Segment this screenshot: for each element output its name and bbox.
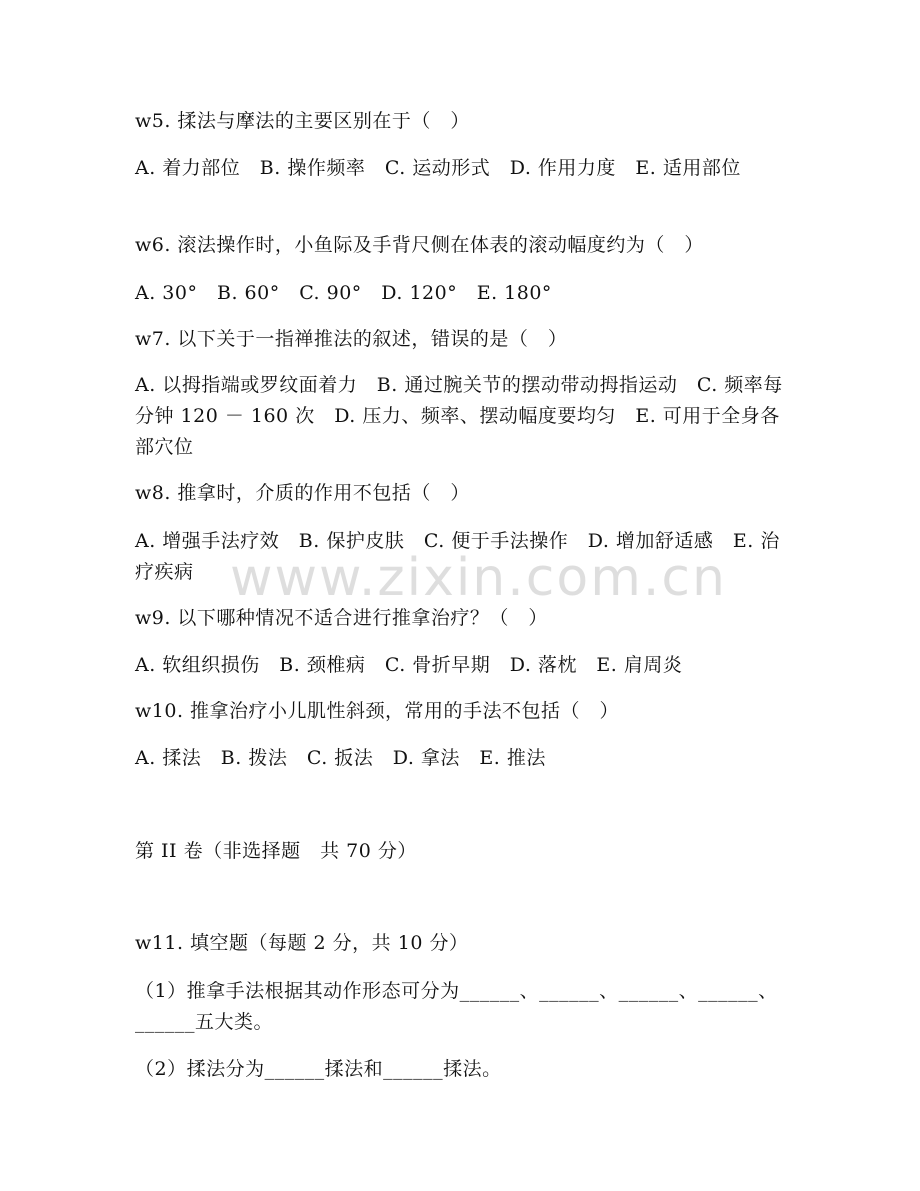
question-7-stem: w7. 以下关于一指禅推法的叙述，错误的是（ ） <box>135 328 568 350</box>
question-5-options: A. 着力部位 B. 操作频率 C. 运动形式 D. 作用力度 E. 适用部位 <box>135 157 741 179</box>
question-8-stem: w8. 推拿时，介质的作用不包括（ ） <box>135 482 470 504</box>
watermark: www.zixin.com.cn <box>230 548 727 608</box>
question-6-options: A. 30° B. 60° C. 90° D. 120° E. 180° <box>135 282 552 304</box>
question-10-stem: w10. 推拿治疗小儿肌性斜颈，常用的手法不包括（ ） <box>135 700 620 722</box>
question-9-stem: w9. 以下哪种情况不适合进行推拿治疗？（ ） <box>135 607 548 629</box>
question-11-item-1: （1）推拿手法根据其动作形态可分为______、______、______、______、______五大类。 <box>135 980 778 1033</box>
question-9-options: A. 软组织损伤 B. 颈椎病 C. 骨折早期 D. 落枕 E. 肩周炎 <box>135 654 683 676</box>
question-7-options: A. 以拇指端或罗纹面着力 B. 通过腕关节的摆动带动拇指运动 C. 频率每分钟 120 － 160 次 D. 压力、频率、摆动幅度要均匀 E. 可用于全身各部穴位 <box>135 374 783 458</box>
question-11-stem: w11. 填空题（每题 2 分，共 10 分） <box>135 932 469 954</box>
question-11-item-2: （2）揉法分为______揉法和______揉法。 <box>135 1058 502 1080</box>
question-6-stem: w6. 滚法操作时，小鱼际及手背尺侧在体表的滚动幅度约为（ ） <box>135 234 704 256</box>
question-5-stem: w5. 揉法与摩法的主要区别在于（ ） <box>135 110 470 132</box>
question-10-options: A. 揉法 B. 拨法 C. 扳法 D. 拿法 E. 推法 <box>135 747 546 769</box>
question-8-options: A. 增强手法疗效 B. 保护皮肤 C. 便于手法操作 D. 增加舒适感 E. 治疗疾病 <box>135 530 780 583</box>
section-2-title: 第 II 卷（非选择题 共 70 分） <box>135 840 417 862</box>
